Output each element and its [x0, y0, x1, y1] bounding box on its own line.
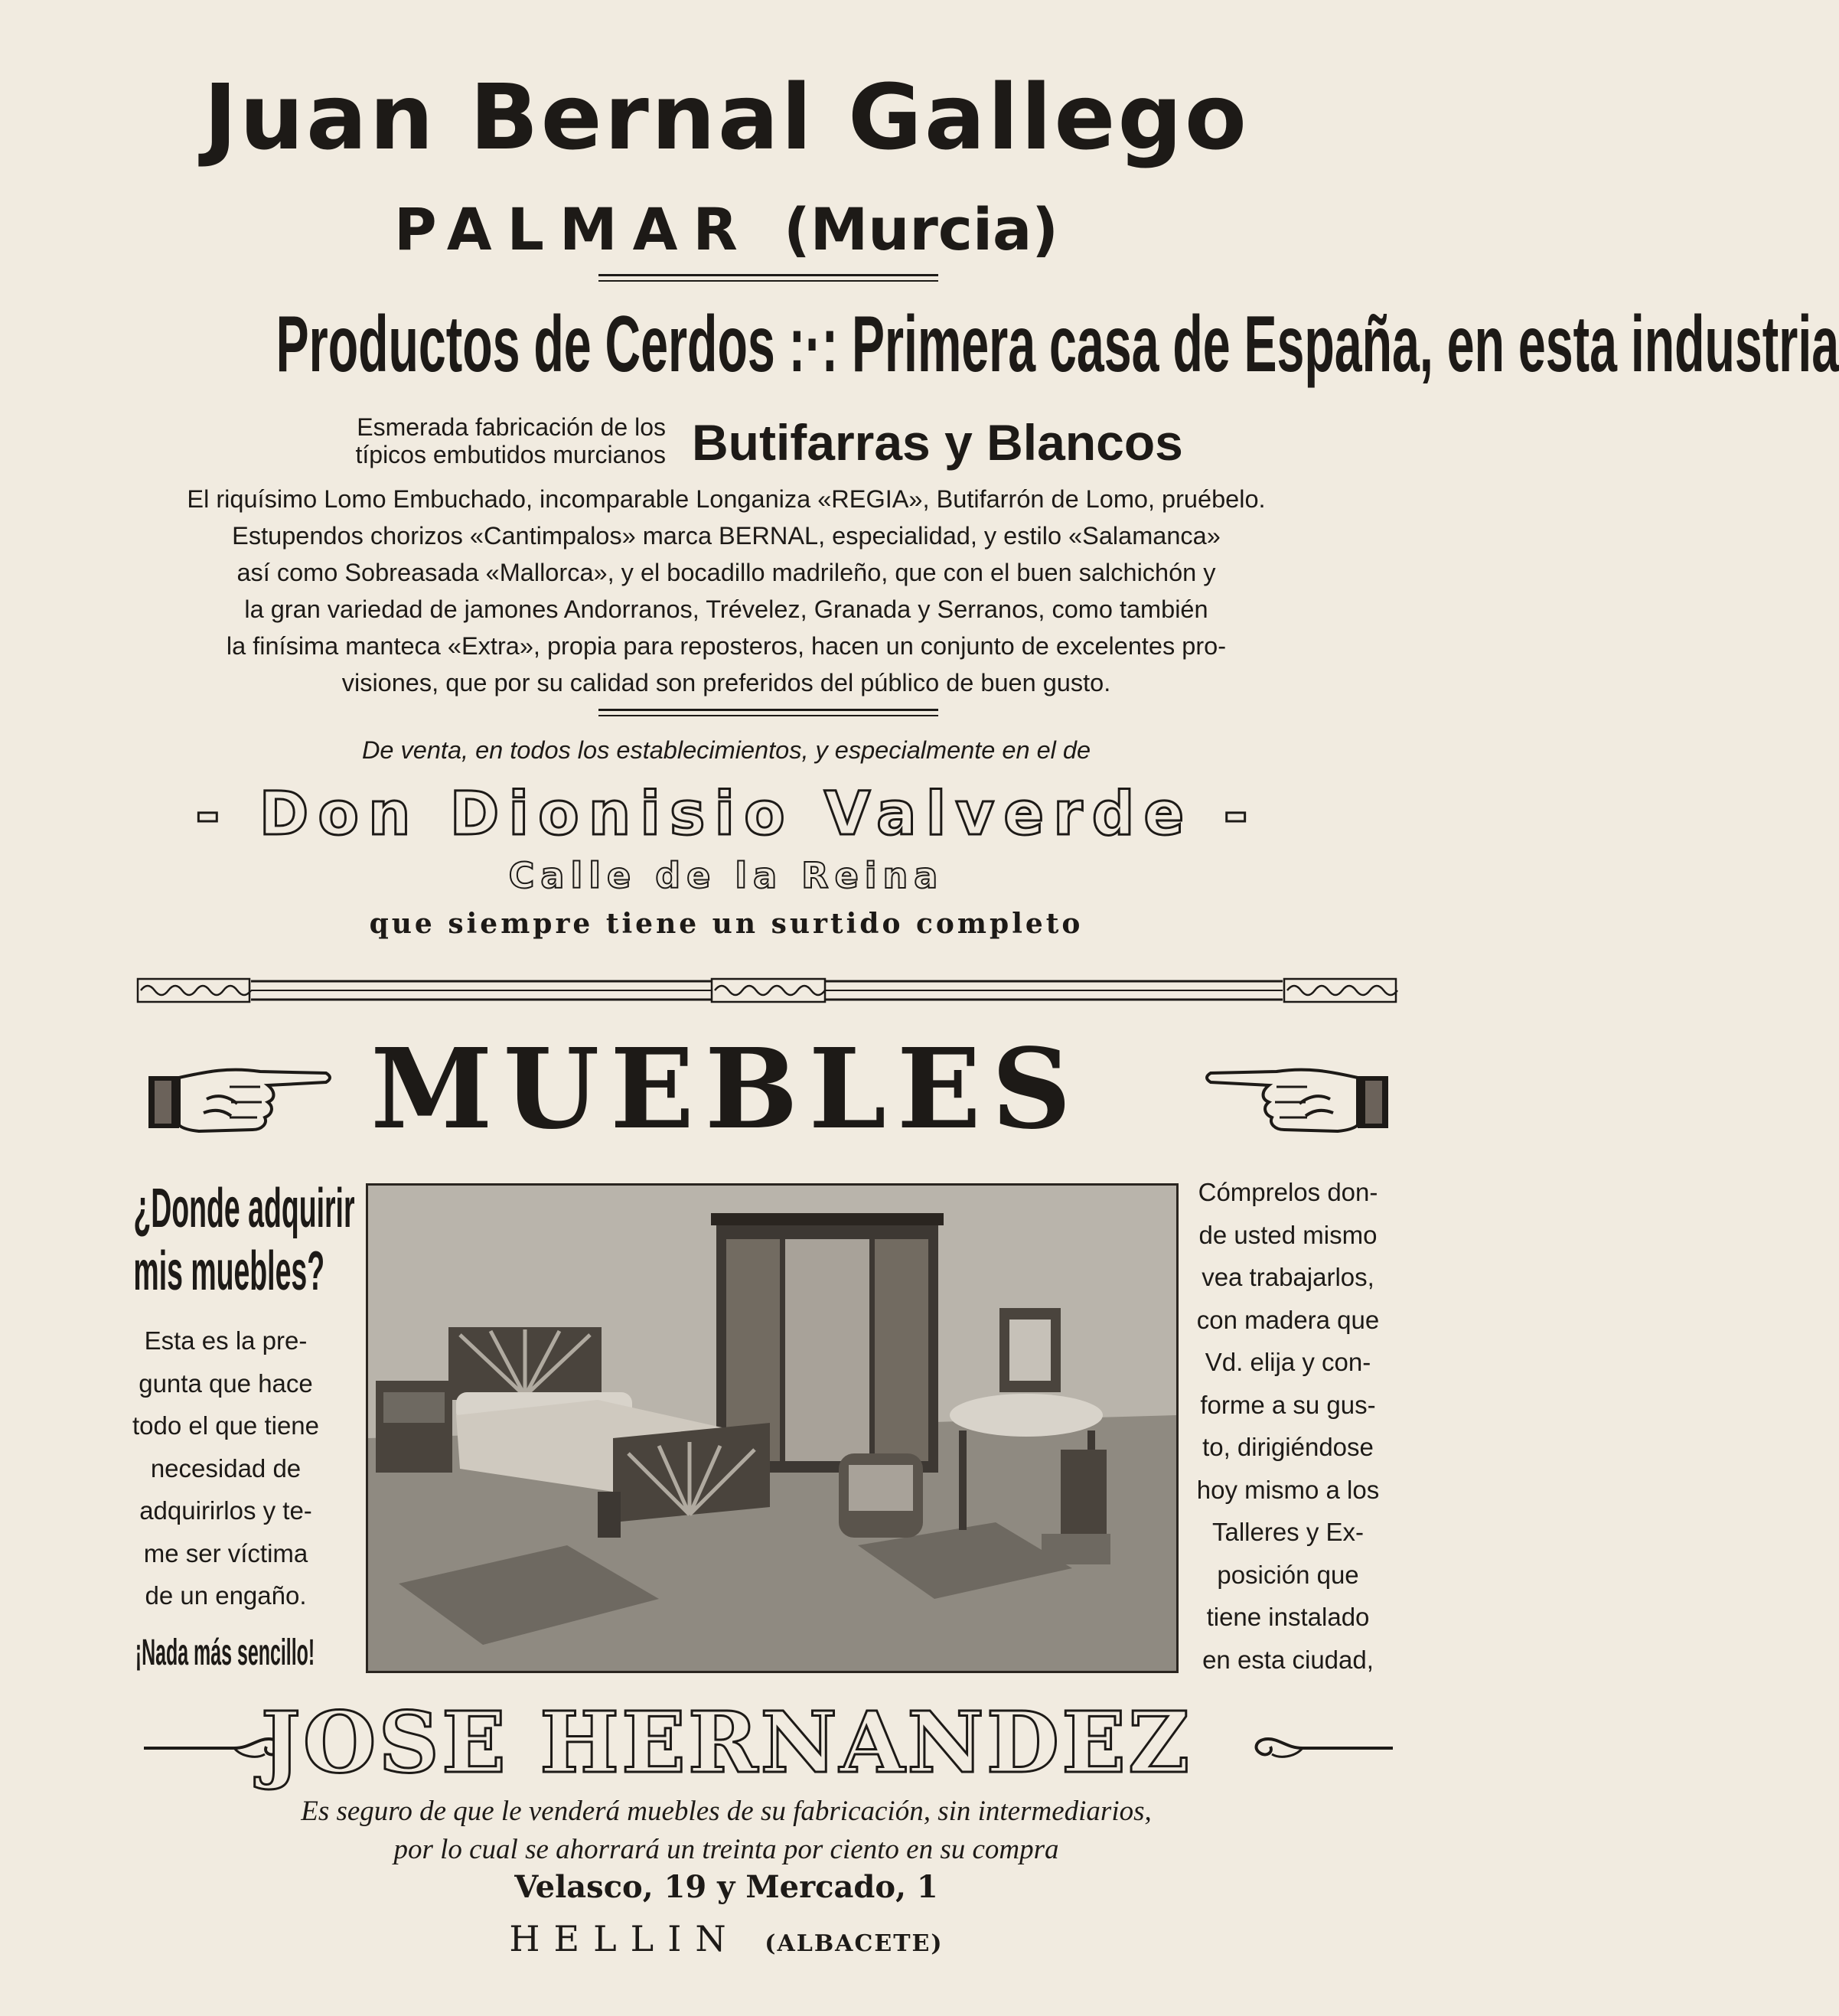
body-line-1: El riquísimo Lomo Embuchado, incomparable Longaniza «REGIA», Butifarrón de Lomo, pruébelo.	[187, 485, 1266, 513]
province-name: (ALBACETE)	[765, 1930, 944, 1957]
left-exclaim: ¡Nada más sencillo!	[135, 1633, 315, 1673]
shop-address: Velasco, 19 y Mercado, 1	[514, 1869, 938, 1905]
right-line: tiene instalado	[1206, 1603, 1370, 1631]
promise-line-1: Es seguro de que le venderá muebles de su fabricación, sin intermediarios,	[301, 1796, 1152, 1827]
left-line: me ser víctima	[143, 1538, 308, 1567]
stock-line: que siempre tiene un surtido completo	[369, 908, 1084, 940]
ornamental-separator	[136, 977, 1397, 1004]
right-line: Cómprelos don-	[1198, 1178, 1378, 1206]
dealer-street: Calle de la Reina	[508, 855, 944, 896]
promise-line-2: por lo cual se ahorrará un treinta por ciento en su compra	[393, 1834, 1059, 1865]
left-line: adquirirlos y te-	[139, 1496, 312, 1525]
company-name: Juan Bernal Gallego	[204, 64, 1249, 170]
right-line: vea trabajarlos,	[1202, 1263, 1374, 1291]
right-column-text	[1185, 1171, 1391, 1681]
left-line: todo el que tiene	[132, 1411, 320, 1440]
jose-hernandez-name: JOSE HERNANDEZ	[260, 1693, 1192, 1792]
bedroom-furniture-photo	[366, 1183, 1179, 1673]
city-name: HELLIN	[509, 1918, 740, 1959]
right-line: Vd. elija y con-	[1205, 1348, 1371, 1376]
subhead-small-text	[260, 413, 666, 468]
headline-pork-products: Productos de Cerdos :·: Primera casa de España, en esta industria	[276, 300, 1839, 389]
location-town: PALMAR	[393, 195, 753, 263]
divider-short-top-2	[598, 280, 938, 282]
right-line: con madera que	[1196, 1305, 1380, 1334]
right-line: forme a su gus-	[1200, 1390, 1376, 1419]
subhead-small-line-1: Esmerada fabricación de los	[357, 413, 666, 441]
shop-city	[0, 1915, 1453, 1968]
body-line-3: así como Sobreasada «Mallorca», y el bocadillo madrileño, que con el buen salchichón y	[236, 559, 1216, 586]
subhead-butifarras: Butifarras y Blancos	[692, 414, 1183, 471]
divider-short-mid	[598, 709, 938, 711]
sale-line: De venta, en todos los establecimientos, y especialmente en el de	[361, 736, 1091, 764]
location-region: (Murcia)	[783, 195, 1059, 263]
left-column-text	[130, 1320, 321, 1617]
right-line: de usted mismo	[1198, 1220, 1378, 1249]
dealer-name: - Don Dionisio Valverde -	[195, 780, 1257, 849]
question-line-1: ¿Donde adquirir	[133, 1178, 355, 1239]
subhead-small-line-2: típicos embutidos murcianos	[355, 441, 666, 468]
body-line-5: la finísima manteca «Extra», propia para reposteros, hacen un conjunto de excelentes pro-	[226, 632, 1227, 660]
body-line-4: la gran variedad de jamones Andorranos, Trévelez, Granada y Serranos, como también	[244, 595, 1208, 623]
muebles-headline: MUEBLES	[370, 1024, 1082, 1153]
left-line: necesidad de	[150, 1453, 302, 1483]
right-line: hoy mismo a los	[1196, 1475, 1380, 1504]
company-location	[0, 193, 1453, 266]
right-line: en esta ciudad,	[1202, 1645, 1374, 1674]
question-line-2: mis muebles?	[133, 1241, 325, 1302]
divider-short-mid-2	[598, 715, 938, 716]
divider-short-top	[598, 274, 938, 276]
right-line: to, dirigiéndose	[1202, 1433, 1374, 1461]
left-line: gunta que hace	[139, 1368, 313, 1398]
left-line: Esta es la pre-	[144, 1326, 308, 1355]
bedroom-illustration	[368, 1186, 1176, 1671]
body-line-6: visiones, que por su calidad son preferidos del público de buen gusto.	[341, 669, 1111, 696]
left-line: de un engaño.	[145, 1581, 307, 1610]
right-line: Talleres y Ex-	[1211, 1518, 1365, 1546]
body-line-2: Estupendos chorizos «Cantimpalos» marca BERNAL, especialidad, y estilo «Salamanca»	[232, 522, 1221, 550]
right-line: posición que	[1217, 1560, 1359, 1589]
